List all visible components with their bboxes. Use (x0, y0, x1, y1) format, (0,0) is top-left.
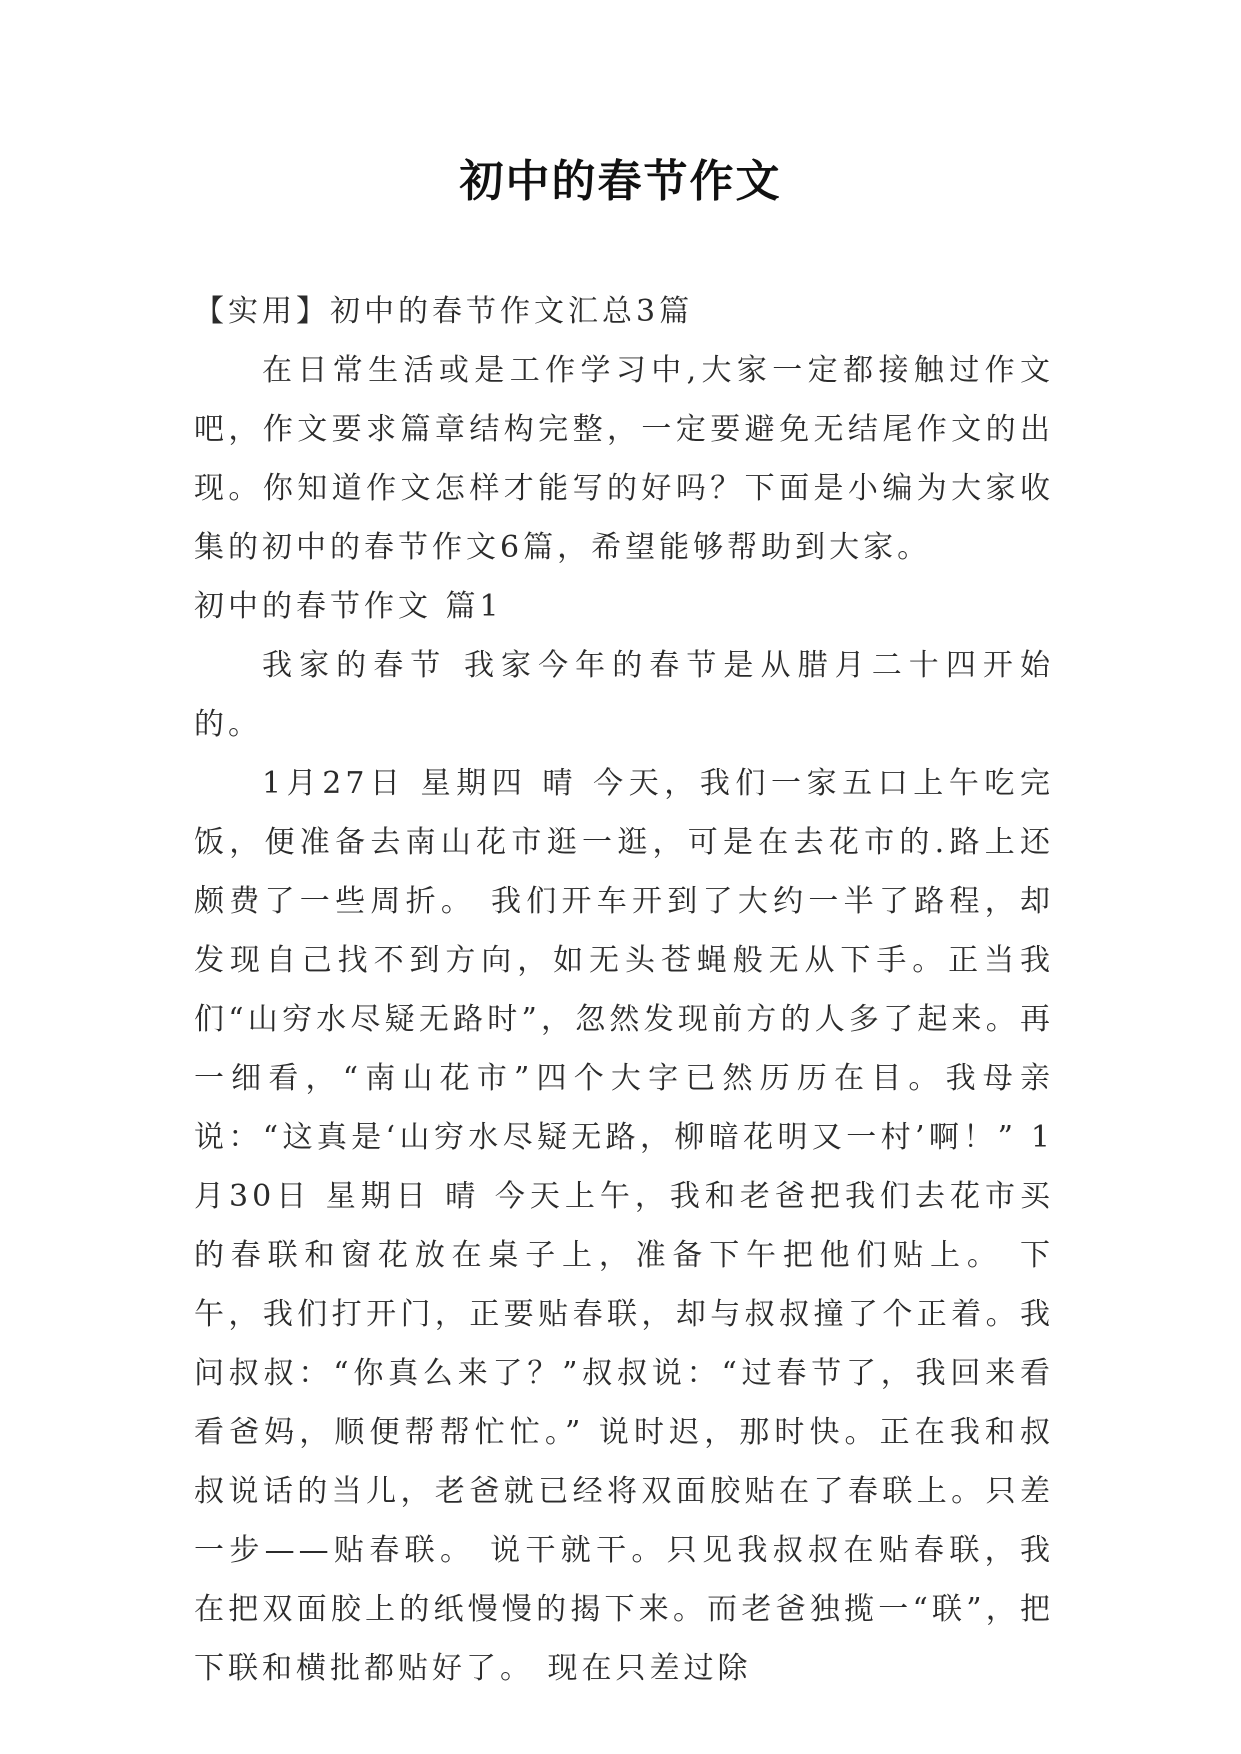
document-body (194, 282, 1054, 1698)
document-title: 初中的春节作文 (459, 156, 782, 207)
section-heading: 初中的春节作文 篇1 (194, 589, 503, 624)
document-subtitle: 【实用】初中的春节作文汇总3篇 (194, 294, 694, 329)
body-paragraph-1: 我家的春节 我家今年的春节是从腊月二十四开始的。 (194, 648, 1054, 742)
body-paragraph-2: 1月27日 星期四 晴 今天，我们一家五口上午吃完饭，便准备去南山花市逛一逛，可是在去花市的.路上还颇费了一些周折。 我们开车开到了大约一半了路程，却发现自己找不到方向，如无头苍蝇般无从下手。正当我们“山穷水尽疑无路时”，忽然发现前方的人多了起来。再一细看，“南山花市”四个大字已然历历在目。我母亲说：“这真是‘山穷水尽疑无路，柳暗花明又一村’啊！” 1月30日 星期日 晴 今天上午，我和老爸把我们去花市买的春联和窗花放在桌子上，准备下午把他们贴上。 下午，我们打开门，正要贴春联，却与叔叔撞了个正着。我问叔叔：“你真么来了？”叔叔说：“过春节了，我回来看看爸妈，顺便帮帮忙忙。” 说时迟，那时快。正在我和叔叔说话的当儿，老爸就已经将双面胶贴在了春联上。只差一步——贴春联。 说干就干。只见我叔叔在贴春联，我在把双面胶上的纸慢慢的揭下来。而老爸独揽一“联”，把下联和横批都贴好了。 现在只差过除 (194, 766, 1054, 1686)
intro-paragraph: 在日常生活或是工作学习中,大家一定都接触过作文吧，作文要求篇章结构完整，一定要避免无结尾作文的出现。你知道作文怎样才能写的好吗？下面是小编为大家收集的初中的春节作文6篇，希望能够帮助到大家。 (194, 353, 1054, 565)
